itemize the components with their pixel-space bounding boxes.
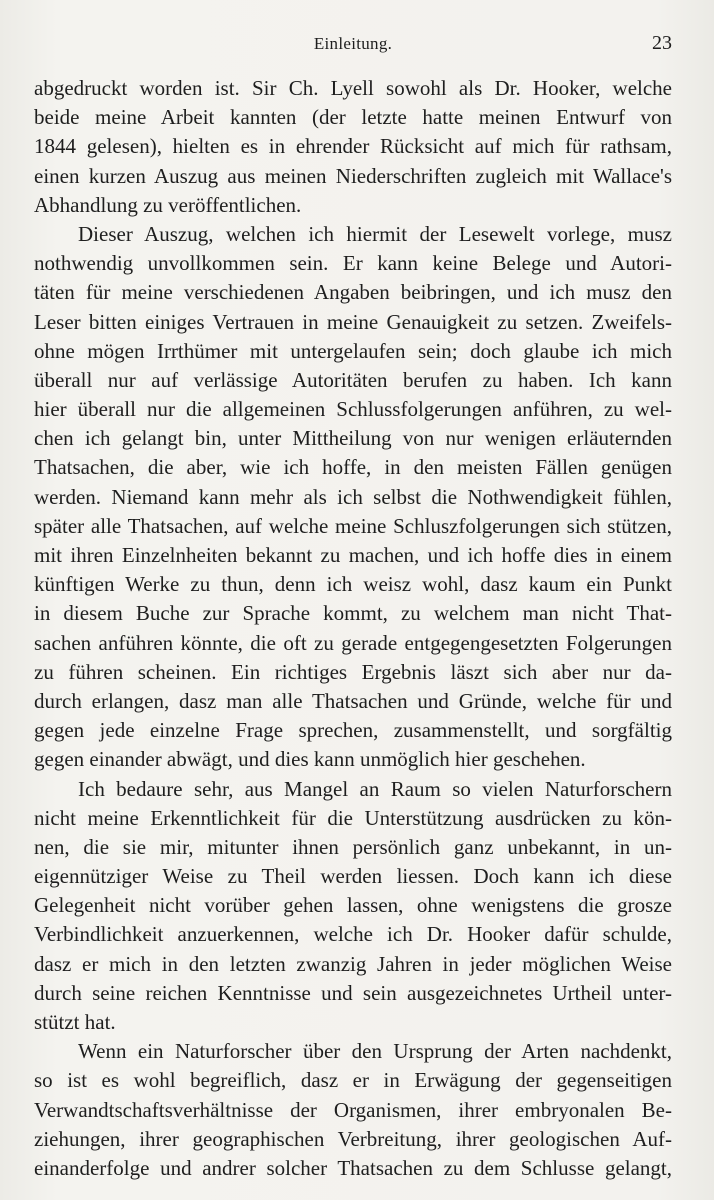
text-line: hier überall nur die allgemeinen Schlussfolgerungen anführen, zu wel- [34,397,672,422]
text-line: durch seine reichen Kenntnisse und sein ausgezeichnetes Urtheil unter- [34,980,672,1005]
body-text [34,74,672,1183]
text-line: 1844 gelesen), hielten es in ehrender Rücksicht auf mich für rathsam, [34,134,672,159]
text-line: Thatsachen, die aber, wie ich hoffe, in den meisten Fällen genügen [34,455,672,480]
text-line: durch erlangen, dasz man alle Thatsachen und Gründe, welche für und [34,688,672,713]
text-line: überall nur auf verlässige Autoritäten berufen zu haben. Ich kann [34,367,672,392]
text-line: gegen jede einzelne Frage sprechen, zusammenstellt, und sorgfältig [34,718,672,743]
text-line: eigennütziger Weise zu Theil werden liessen. Doch kann ich diese [34,864,672,889]
chapter-title: Einleitung. [313,34,393,53]
text-line: nicht meine Erkenntlichkeit für die Unterstützung ausdrücken zu kön- [34,805,672,830]
text-line: stützt hat. [34,1010,116,1034]
text-line: ziehungen, ihrer geographischen Verbreitung, ihrer geologischen Auf- [34,1126,672,1151]
text-line: einanderfolge und andrer solcher Thatsachen zu dem Schlusse gelangt, [34,1155,672,1180]
text-line: mit ihren Einzelnheiten bekannt zu machen, und ich hoffe dies in einem [34,543,672,567]
text-line: Dieser Auszug, welchen ich hiermit der Lesewelt vorlege, musz [78,221,672,246]
running-head [34,30,672,58]
text-line: Verbindlichkeit anzuerkennen, welche ich Dr. Hooker dafür schulde, [34,922,672,947]
text-line: so ist es wohl begreiflich, dasz er in Erwägung der gegenseitigen [34,1068,672,1093]
text-line: sachen anführen könnte, die oft zu gerade entgegengesetzten Folgerungen [34,630,672,655]
text-line: abgedruckt worden ist. Sir Ch. Lyell sowohl als Dr. Hooker, welche [34,76,672,100]
page-number: 23 [652,32,672,54]
text-line: gegen einander abwägt, und dies kann unmöglich hier geschehen. [34,747,586,772]
text-line: nothwendig unvollkommen sein. Er kann keine Belege und Autori- [34,251,672,276]
text-line: einen kurzen Auszug aus meinen Niederschriften zugleich mit Wallace's [34,163,672,188]
text-line: täten für meine verschiedenen Angaben beibringen, und ich musz den [34,280,672,305]
text-line: chen ich gelangt bin, unter Mittheilung von nur wenigen erläuternden [34,426,672,451]
text-line: in diesem Buche zur Sprache kommt, zu welchem man nicht That- [34,601,672,626]
text-line: Leser bitten einiges Vertrauen in meine Genauigkeit zu setzen. Zweifels- [34,309,672,334]
text-line: künftigen Werke zu thun, denn ich weisz wohl, dasz kaum ein Punkt [34,572,672,597]
text-line: ohne mögen Irrthümer mit untergelaufen sein; doch glaube ich mich [34,338,672,363]
text-line: werden. Niemand kann mehr als ich selbst die Nothwendigkeit fühlen, [34,484,672,509]
text-line: nen, die sie mir, mitunter ihnen persönlich ganz unbekannt, in un- [34,834,672,859]
text-line: zu führen scheinen. Ein richtiges Ergebnis läszt sich aber nur da- [34,659,672,684]
text-line: später alle Thatsachen, auf welche meine Schluszfolgerungen sich stützen, [34,513,672,538]
text-line: dasz er mich in den letzten zwanzig Jahren in jeder möglichen Weise [34,951,672,976]
text-line: Abhandlung zu veröffentlichen. [34,192,302,217]
text-line: Ich bedaure sehr, aus Mangel an Raum so vielen Naturforschern [78,776,672,801]
text-line: beide meine Arbeit kannten (der letzte hatte meinen Entwurf von [34,105,672,130]
text-line: Wenn ein Naturforscher über den Ursprung der Arten nachdenkt, [78,1039,672,1064]
text-line: Gelegenheit nicht vorüber gehen lassen, ohne wenigstens die grosze [34,893,672,918]
text-line: Verwandtschaftsverhältnisse der Organismen, ihrer embryonalen Be- [34,1097,672,1122]
